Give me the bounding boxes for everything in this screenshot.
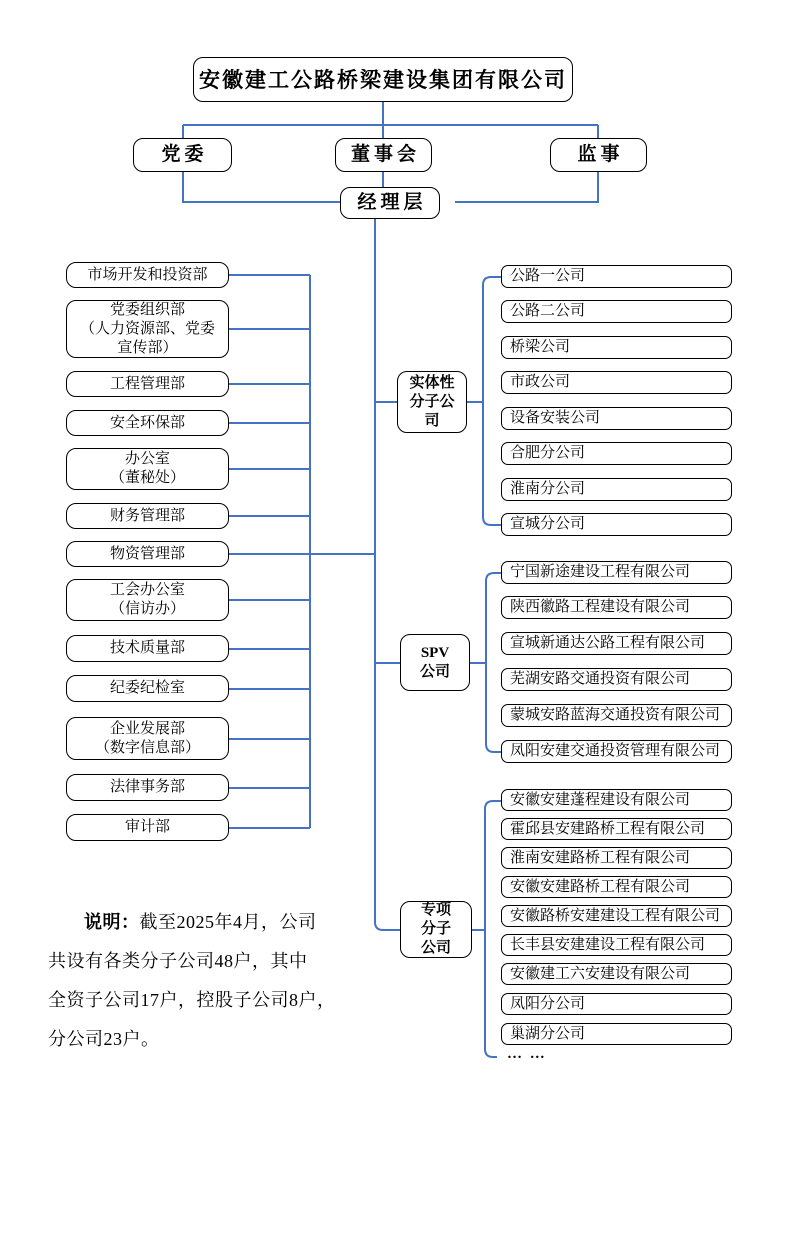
company-box bbox=[501, 371, 732, 394]
company-label: 淮南分公司 bbox=[510, 481, 586, 497]
department-label: 工会办公室 bbox=[109, 582, 185, 598]
note-line: 全资子公司17户，控股子公司8户， bbox=[48, 990, 336, 1010]
company-label: 宁国新途建设工程有限公司 bbox=[510, 564, 691, 580]
department-label: 党委组织部 bbox=[109, 301, 185, 318]
department-sublabel: （数字信息部） bbox=[94, 739, 200, 756]
company-label: 设备安装公司 bbox=[510, 410, 601, 426]
company-label: 宣城新通达公路工程有限公司 bbox=[510, 635, 706, 651]
company-label: 宣城分公司 bbox=[510, 516, 586, 532]
board-box bbox=[335, 138, 432, 172]
company-box bbox=[501, 596, 732, 619]
department-box bbox=[66, 675, 229, 702]
group-label-line: 实体性 bbox=[409, 374, 455, 391]
company-box bbox=[501, 993, 732, 1015]
note-label: 说明： bbox=[84, 912, 140, 932]
board-label: 董事会 bbox=[350, 144, 420, 165]
company-title: 安徽建工公路桥梁建设集团有限公司 bbox=[199, 67, 567, 92]
company-label: 桥梁公司 bbox=[510, 339, 571, 355]
group-label-line: 分子公 bbox=[409, 393, 455, 410]
note-text: 截至2025年4月，公司 bbox=[139, 912, 317, 932]
supervisor-label: 监事 bbox=[577, 144, 624, 165]
note-line: 分公司23户。 bbox=[48, 1029, 160, 1049]
department-label: 工程管理部 bbox=[109, 375, 185, 392]
company-box bbox=[501, 847, 732, 869]
company-box bbox=[501, 632, 732, 655]
company-box bbox=[501, 934, 732, 956]
company-label: 合肥分公司 bbox=[510, 445, 586, 461]
group-label-line: 专项 bbox=[420, 902, 451, 918]
department-box bbox=[66, 635, 229, 662]
company-box bbox=[501, 513, 732, 536]
company-box bbox=[501, 442, 732, 465]
company-box bbox=[501, 407, 732, 430]
department-label: 物资管理部 bbox=[109, 545, 185, 562]
department-box bbox=[66, 262, 229, 288]
company-box bbox=[501, 478, 732, 501]
company-box bbox=[501, 963, 732, 985]
department-box bbox=[66, 814, 229, 841]
note-line: 共设有各类分子公司48户，其中 bbox=[48, 951, 308, 971]
note-line bbox=[48, 903, 400, 942]
company-label: 凤阳分公司 bbox=[510, 995, 586, 1012]
department-box bbox=[66, 503, 229, 529]
department-sublabel: （人力资源部、党委宣传部） bbox=[79, 320, 215, 356]
company-label: 凤阳安建交通投资管理有限公司 bbox=[510, 743, 721, 759]
department-box bbox=[66, 717, 229, 760]
company-label: 芜湖安路交通投资有限公司 bbox=[510, 671, 691, 687]
company-label: 巢湖分公司 bbox=[510, 1025, 586, 1042]
department-box bbox=[66, 300, 229, 358]
department-box bbox=[66, 448, 229, 490]
department-box bbox=[66, 579, 229, 621]
company-box bbox=[501, 1023, 732, 1045]
party-committee-label: 党委 bbox=[161, 144, 208, 165]
note-paragraph bbox=[48, 903, 400, 1059]
department-label: 法律事务部 bbox=[109, 779, 185, 795]
company-label: 公路一公司 bbox=[510, 268, 586, 284]
management-box bbox=[340, 187, 440, 219]
company-box bbox=[501, 818, 732, 840]
department-label: 技术质量部 bbox=[109, 640, 185, 656]
department-label: 市场开发和投资部 bbox=[87, 266, 208, 283]
management-label: 经理层 bbox=[357, 192, 427, 213]
company-box bbox=[501, 265, 732, 288]
company-label: 安徽安建路桥工程有限公司 bbox=[510, 878, 691, 895]
company-label: 陕西徽路工程建设有限公司 bbox=[510, 599, 691, 615]
more-companies-ellipsis: … … bbox=[507, 1046, 547, 1062]
department-label: 办公室 bbox=[124, 451, 170, 467]
company-label: 蒙城安路蓝海交通投资有限公司 bbox=[510, 707, 721, 723]
group-label-line: 公司 bbox=[419, 663, 450, 680]
company-title-box bbox=[193, 57, 573, 102]
company-box bbox=[501, 876, 732, 898]
company-box bbox=[501, 336, 732, 359]
party-committee-box bbox=[133, 138, 232, 172]
company-box bbox=[501, 905, 732, 927]
department-label: 纪委纪检室 bbox=[109, 680, 185, 696]
department-box bbox=[66, 371, 229, 397]
department-box bbox=[66, 410, 229, 436]
company-box bbox=[501, 300, 732, 323]
department-label: 审计部 bbox=[124, 819, 170, 835]
department-label: 企业发展部 bbox=[109, 720, 185, 737]
department-sublabel: （董秘处） bbox=[109, 470, 185, 486]
group-box-special-subsidiaries bbox=[400, 901, 472, 958]
group-label-line: 公司 bbox=[420, 940, 451, 956]
group-box-entity-subsidiaries bbox=[397, 371, 467, 433]
company-box bbox=[501, 704, 732, 727]
department-label: 安全环保部 bbox=[109, 414, 185, 431]
supervisor-box bbox=[550, 138, 647, 172]
department-box bbox=[66, 774, 229, 801]
company-box bbox=[501, 789, 732, 811]
company-box bbox=[501, 561, 732, 584]
company-label: 安徽路桥安建建设工程有限公司 bbox=[510, 907, 721, 924]
group-label-line: SPV bbox=[420, 644, 450, 661]
department-label: 财务管理部 bbox=[109, 507, 185, 524]
company-label: 霍邱县安建路桥工程有限公司 bbox=[510, 820, 706, 837]
company-label: 安徽建工六安建设有限公司 bbox=[510, 965, 691, 982]
company-label: 长丰县安建建设工程有限公司 bbox=[510, 936, 706, 953]
department-sublabel: （信访办） bbox=[109, 601, 185, 617]
company-label: 公路二公司 bbox=[510, 303, 586, 319]
company-box bbox=[501, 740, 732, 763]
department-box bbox=[66, 541, 229, 567]
company-box bbox=[501, 668, 732, 691]
group-label-line: 分子 bbox=[420, 921, 451, 937]
company-label: 市政公司 bbox=[510, 374, 571, 390]
company-label: 安徽安建蓬程建设有限公司 bbox=[510, 791, 691, 808]
group-label-line: 司 bbox=[424, 412, 440, 429]
company-label: 淮南安建路桥工程有限公司 bbox=[510, 849, 691, 866]
group-box-spv bbox=[400, 634, 470, 691]
